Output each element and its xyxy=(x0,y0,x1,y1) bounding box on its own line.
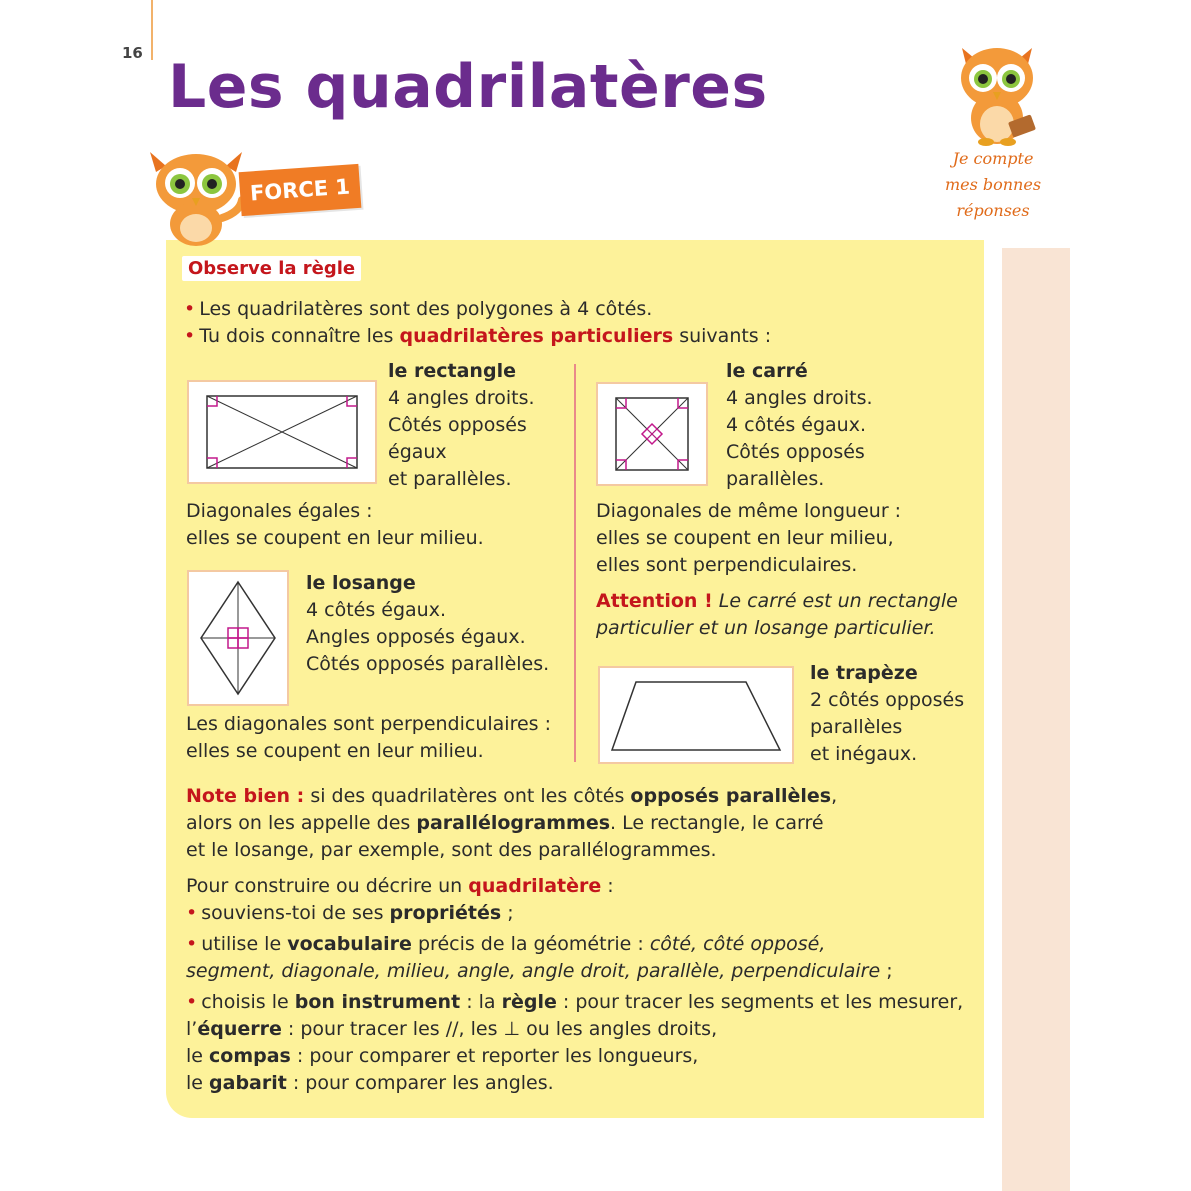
trapezoid-props: le trapèze 2 côtés opposés parallèles et inégaux. xyxy=(810,662,965,765)
trapezoid-figure xyxy=(598,666,794,764)
rule-badge: Observe la règle xyxy=(182,256,361,281)
square-props: le carré 4 angles droits. 4 côtés égaux. Côtés opposés parallèles. xyxy=(726,360,873,490)
rhombus-figure xyxy=(187,570,289,706)
score-strip xyxy=(1002,248,1070,1191)
force-badge: FORCE 1 xyxy=(239,164,362,216)
page-title: Les quadrilatères xyxy=(168,52,768,122)
attention-note: Attention ! Le carré est un rectangle particulier et un losange particulier. xyxy=(596,590,958,639)
note-block: Note bien : si des quadrilatères ont les côtés opposés parallèles, alors on les appelle des parallélogrammes. Le rectangle, le carré et le losange, par exemple, sont des parallélogrammes. xyxy=(186,785,838,861)
rectangle-figure xyxy=(187,380,377,484)
build-block: Pour construire ou décrire un quadrilatère : • souviens-toi de ses propriétés ; • utilise le vocabulaire précis de la géométrie : côté, côté opposé, segment, diagonale, milieu, angle, angle droit, parallèle, perpendiculaire ; • choisis le bon instrument : la règle : pour tracer les segments et les mesurer, l’équerre : pour tracer les //, les ⊥ ou les angles droits, le compas : pour comparer et reporter les longueurs, le gabarit : pour comparer les angles. xyxy=(186,875,964,1094)
page-number: 16 xyxy=(122,44,143,62)
intro-line-2: • Tu dois connaître les quadrilatères particuliers suivants : xyxy=(184,325,772,347)
rhombus-diagonals: Les diagonales sont perpendiculaires : elles se coupent en leur milieu. xyxy=(186,713,551,762)
square-diagonals: Diagonales de même longueur : elles se coupent en leur milieu, elles sont perpendiculaires. xyxy=(596,500,902,576)
intro-line-1: • Les quadrilatères sont des polygones à 4 côtés. xyxy=(184,298,653,320)
column-divider xyxy=(574,364,576,762)
owl-mascot-icon xyxy=(146,146,246,246)
square-figure xyxy=(596,382,708,486)
owl-reading-icon xyxy=(952,36,1042,146)
score-note: Je compte mes bonnes réponses xyxy=(944,149,1042,220)
gutter-line xyxy=(151,0,153,60)
rectangle-props: le rectangle 4 angles droits. Côtés opposés égaux et parallèles. xyxy=(388,360,535,490)
rectangle-diagonals: Diagonales égales : elles se coupent en leur milieu. xyxy=(186,500,484,549)
rhombus-props: le losange 4 côtés égaux. Angles opposés égaux. Côtés opposés parallèles. xyxy=(306,572,550,675)
